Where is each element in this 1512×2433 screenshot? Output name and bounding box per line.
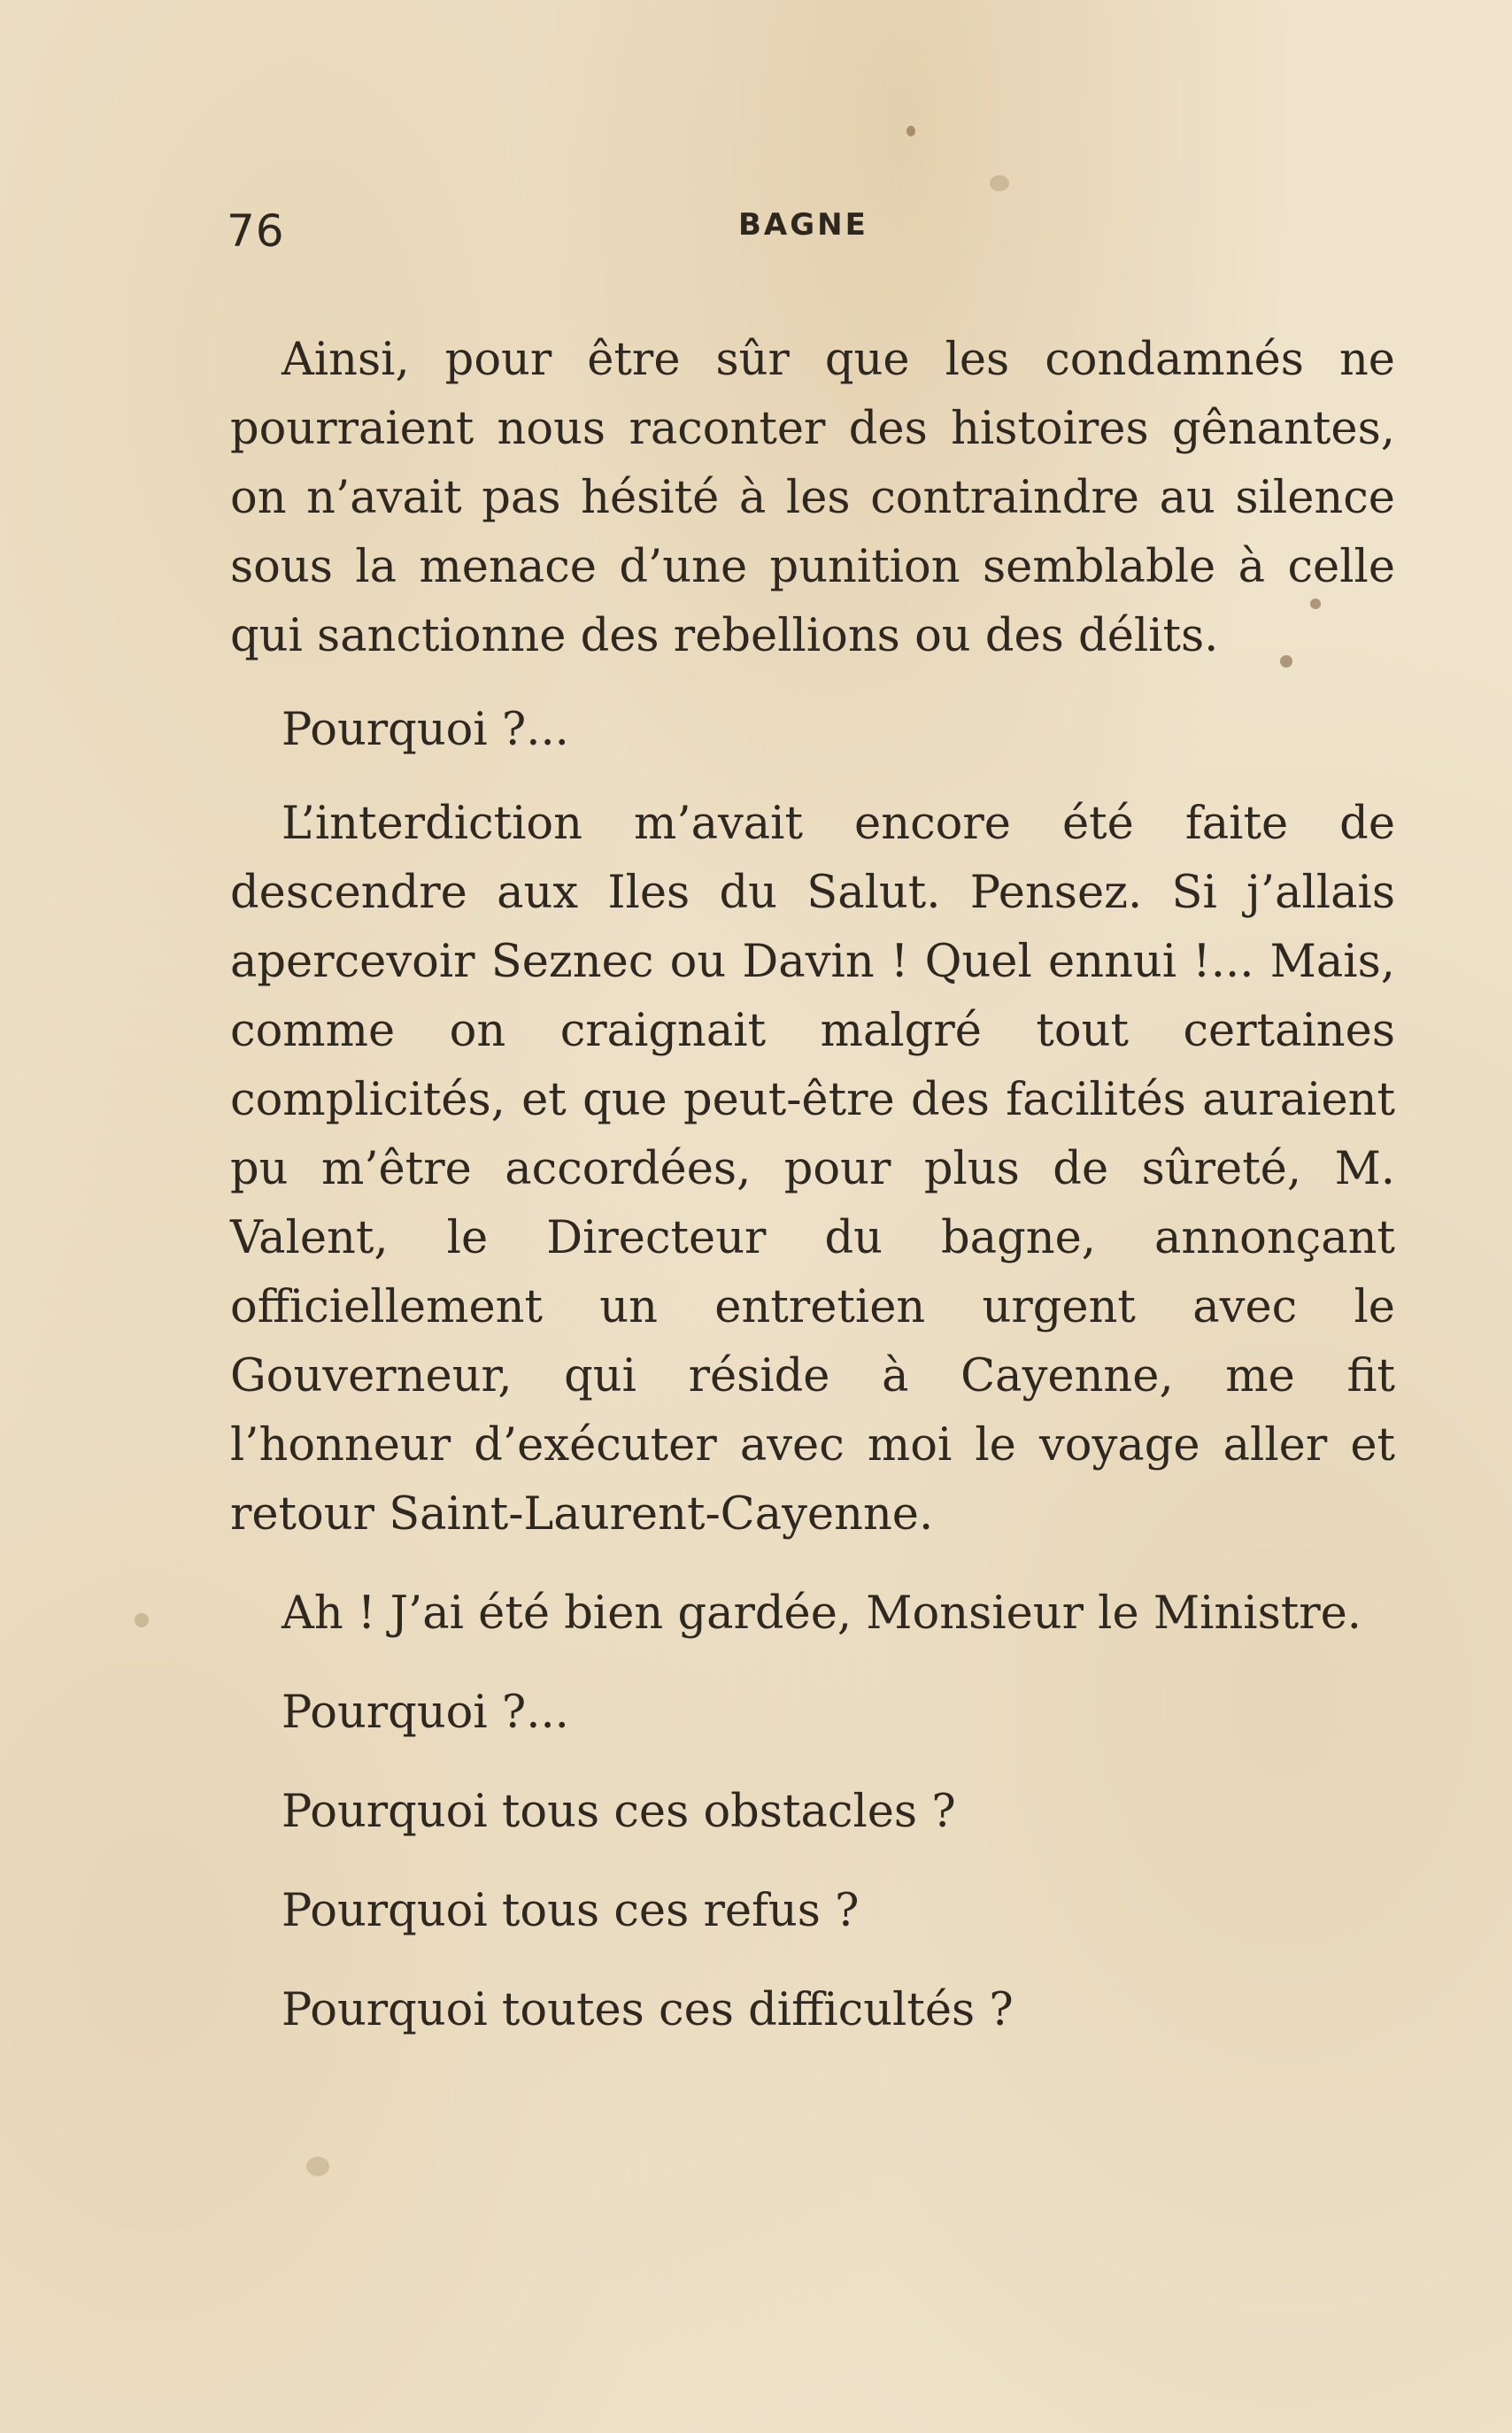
paragraph-5: Pourquoi ?... [282, 1687, 569, 1739]
body-text [230, 326, 1395, 2045]
paragraph-1: Ainsi, pour être sûr que les condamnés ne pourraient nous raconter des histoires gênantes, on n’avait pas hésité à les contraindre au silence sous la menace d’une punition semblable à celle qui sanctionne des rebellions ou des délits. [230, 334, 1395, 662]
paper-speck [990, 175, 1009, 191]
paper-speck [1310, 599, 1321, 609]
paragraph-4: Ah ! J’ai été bien gardée, Monsieur le Ministre. [282, 1587, 1362, 1640]
page-number: 76 [227, 205, 285, 257]
paragraph-6: Pourquoi tous ces obstacles ? [282, 1786, 956, 1838]
paper-speck [1280, 655, 1292, 668]
paper-speck [306, 2157, 329, 2176]
paper-speck [906, 126, 915, 136]
paragraph-8: Pourquoi toutes ces difficultés ? [282, 1984, 1014, 2036]
paragraph-2: Pourquoi ?... [282, 704, 569, 756]
paragraph-7: Pourquoi tous ces refus ? [282, 1885, 860, 1937]
running-title: BAGNE [738, 207, 868, 243]
paper-speck [135, 1613, 149, 1627]
paragraph-3: L’interdiction m’avait encore été faite de descendre aux Iles du Salut. Pensez. Si j’allais apercevoir Seznec ou Davin ! Quel ennui !... Mais, comme on craignait malgré tout certaines complicités, et que peut-être des facilités auraient pu m’être accordées, pour plus de sûreté, M. Valent, le Directeur du bagne, annonçant officiellement un entretien urgent avec le Gouverneur, qui réside à Cayenne, me fit l’honneur d’exécuter avec moi le voyage aller et retour Saint-Laurent-Cayenne. [230, 798, 1395, 1541]
